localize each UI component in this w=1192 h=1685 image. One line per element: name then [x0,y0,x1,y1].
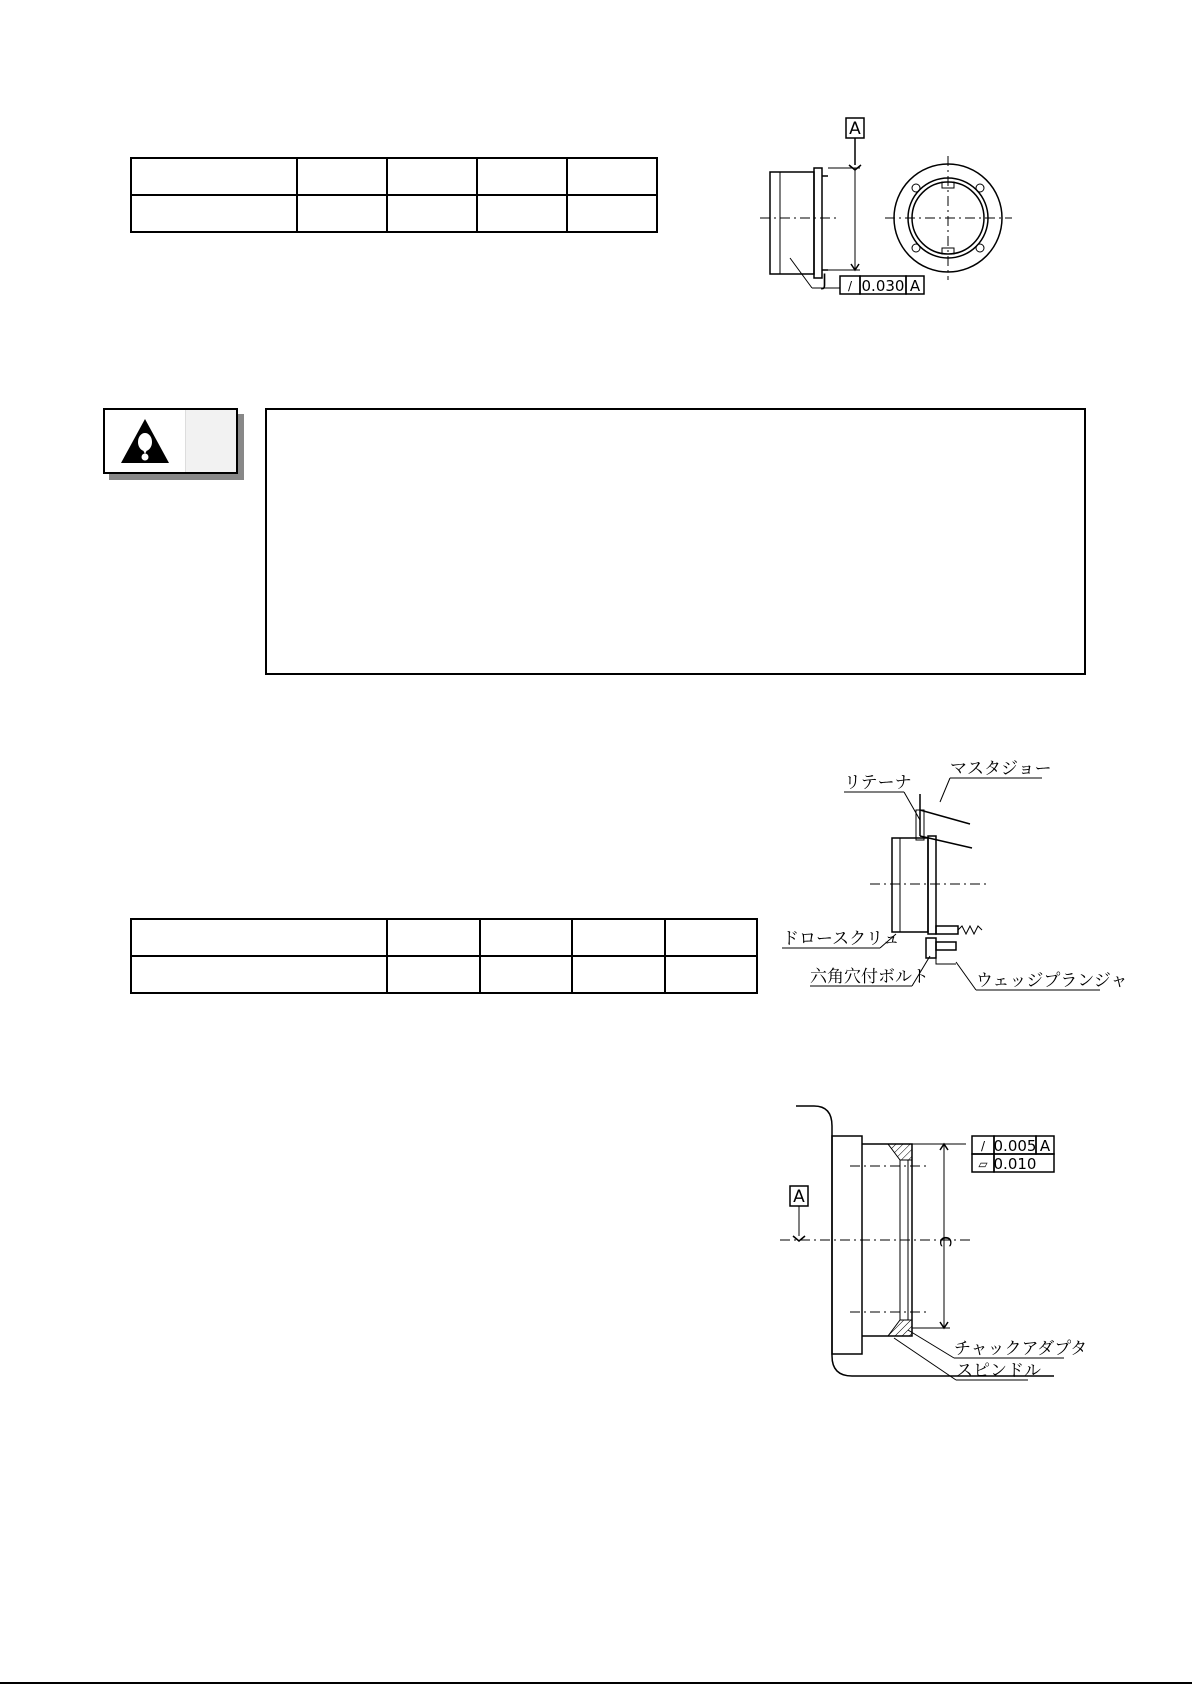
datum-label: A [849,119,861,139]
runout-value: 0.005 [993,1137,1037,1155]
table-cell [387,956,480,993]
warning-text-box [265,408,1086,675]
tolerance-value: 0.030 [861,277,905,295]
flatness-symbol: ▱ [978,1157,988,1171]
table-cell [297,158,387,195]
table-cell [665,919,758,956]
spec-table-2 [130,918,758,994]
label-wedge-plunger: ウェッジプランジャ [976,971,1128,991]
feature-label: J [822,271,828,291]
table-row [131,956,757,993]
runout-datum: A [1039,1137,1051,1155]
table-row [131,919,757,956]
spindle-drawing [770,1100,1100,1390]
runout-symbol: / [847,279,853,293]
table-cell [480,919,573,956]
table-cell [131,919,387,956]
table-cell [131,158,297,195]
label-retainer: リテーナ [844,773,912,793]
table-cell [572,956,665,993]
footer-rule [0,1682,1192,1684]
label-spindle: スピンドル [956,1361,1041,1381]
table-cell [387,158,477,195]
label-hex-bolt: 六角穴付ボルト [810,967,929,987]
table-cell [567,158,657,195]
flatness-value: 0.010 [993,1155,1037,1173]
table-row [131,195,657,232]
table-cell [665,956,758,993]
table-cell [131,195,297,232]
label-chuck-adapter: チャックアダプタ [954,1339,1088,1359]
datum-label: A [793,1187,805,1207]
table-cell [480,956,573,993]
table-cell [477,158,567,195]
label-draw-screw: ドロースクリュ [782,929,900,949]
tolerance-datum: A [909,277,921,295]
table-cell [131,956,387,993]
warning-triangle-icon [119,416,171,466]
table-cell [572,919,665,956]
runout-symbol: / [980,1139,986,1153]
spec-table-1 [130,157,658,233]
label-master-jaw: マスタジョー [950,759,1052,779]
part-drawing-1 [740,110,1040,310]
table-cell [567,195,657,232]
table-cell [387,195,477,232]
table-cell [477,195,567,232]
warning-icon-box [103,408,238,474]
dimension-label: C [936,1236,955,1248]
table-cell [297,195,387,232]
assembly-drawing [780,750,1128,1000]
table-row [131,158,657,195]
table-cell [387,919,480,956]
